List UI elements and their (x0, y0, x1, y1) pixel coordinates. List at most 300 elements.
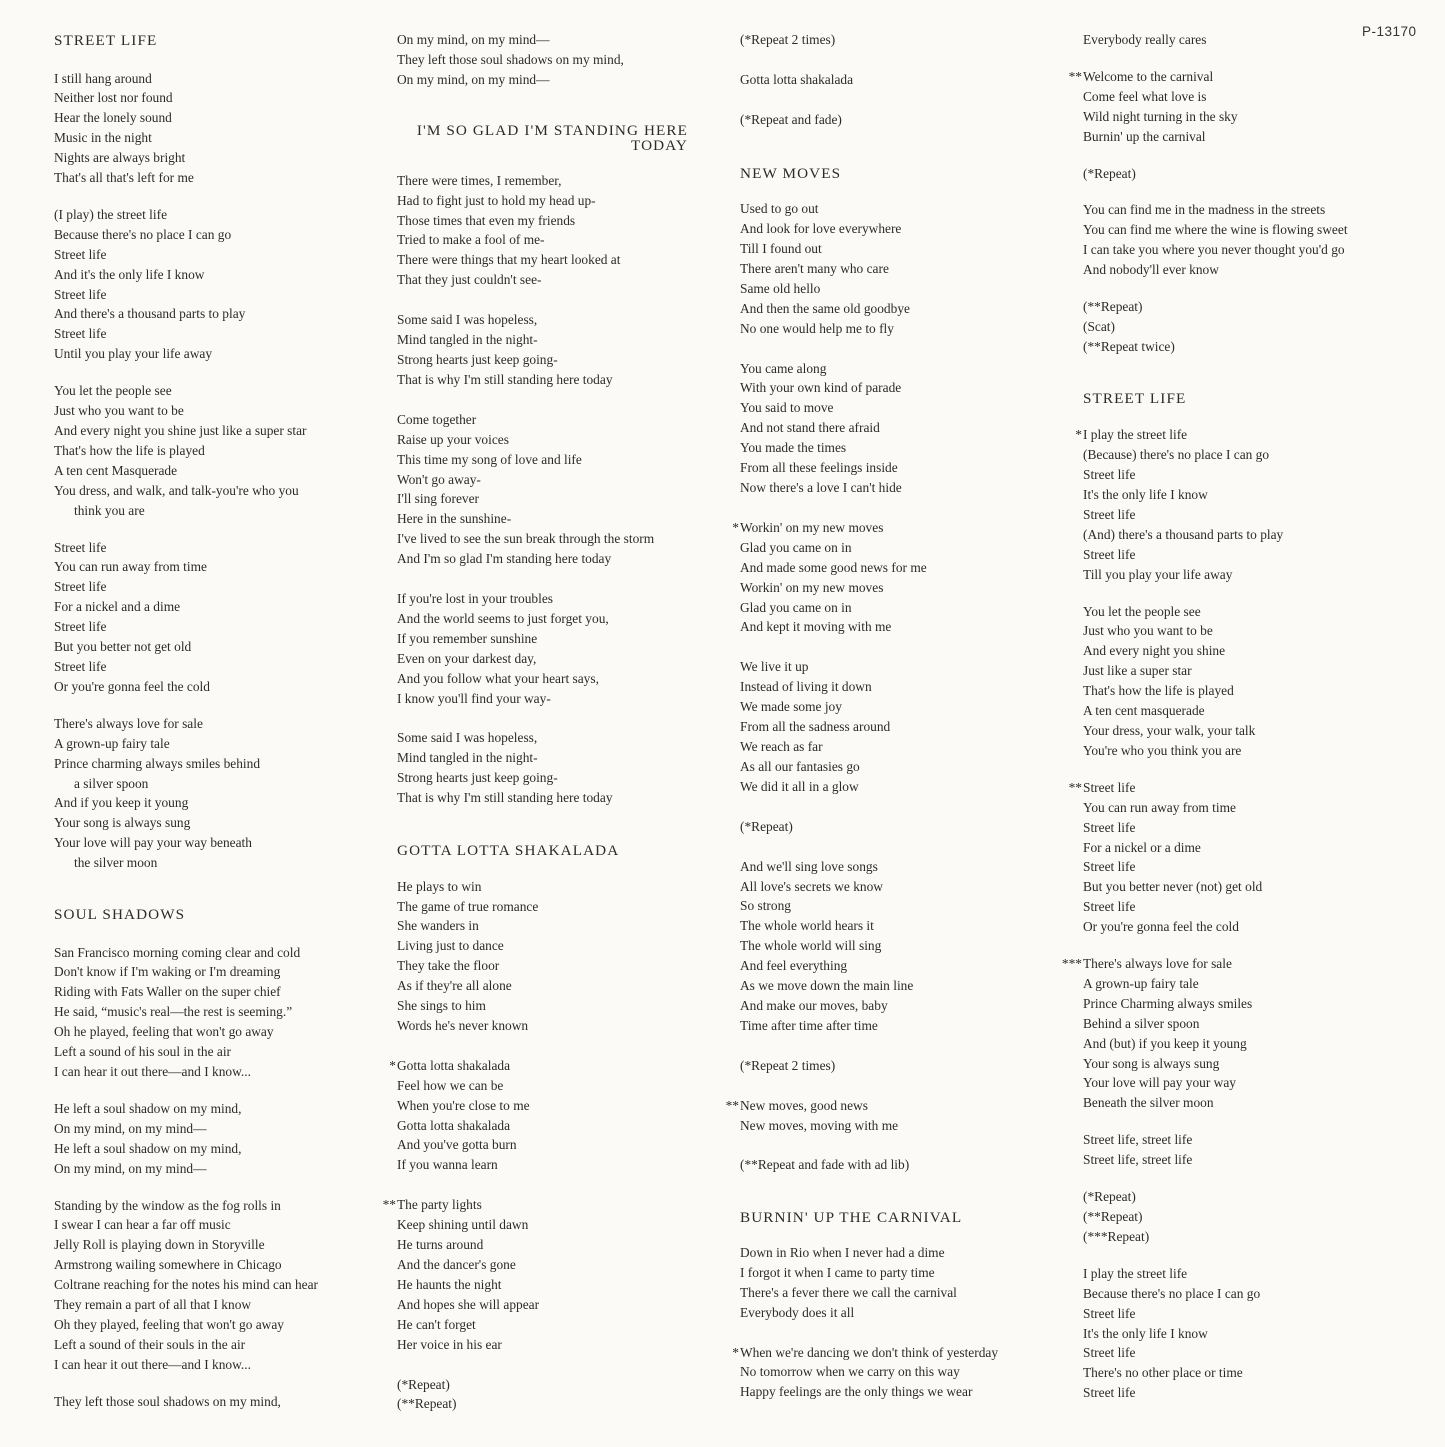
lyric-text: We live it up (740, 659, 809, 675)
lyric-line (54, 1196, 384, 1216)
lyric-line (1083, 857, 1423, 877)
lyric-line (54, 734, 384, 754)
lyric-line (397, 689, 697, 709)
lyric-line (54, 1215, 384, 1235)
lyric-text: (*Repeat and fade) (740, 111, 842, 127)
stanza-gap (1083, 357, 1423, 391)
repeat-marker: * (389, 1057, 396, 1073)
stanza-gap (1083, 761, 1423, 778)
song-title: STREET LIFE (54, 32, 158, 49)
lyric-line (54, 461, 384, 481)
lyric-text: Street life (1083, 506, 1136, 522)
lyric-text: Behind a silver spoon (1083, 1015, 1200, 1031)
lyric-line (54, 577, 384, 597)
lyric-line (1083, 1264, 1423, 1284)
lyric-line (397, 1315, 697, 1335)
lyric-line (1083, 505, 1423, 525)
lyric-line (740, 418, 1065, 438)
lyric-text: Street life (1083, 1385, 1136, 1401)
lyric-line (397, 529, 697, 549)
lyric-text: She sings to him (397, 998, 486, 1014)
lyric-line (1083, 297, 1423, 317)
lyric-text: Mind tangled in the night- (397, 750, 538, 766)
lyric-text: And if you keep it young (54, 795, 189, 811)
lyric-line (54, 148, 384, 168)
lyric-text: A ten cent masquerade (1083, 703, 1205, 719)
lyric-text: (**Repeat) (397, 1396, 457, 1412)
lyrics-column-4 (1061, 30, 1423, 1403)
lyric-line (1083, 220, 1423, 240)
lyric-text: And you've gotta burn (397, 1137, 517, 1153)
lyric-line (54, 657, 384, 677)
lyric-text: We reach as far (740, 738, 823, 754)
repeat-marker: ** (1068, 68, 1082, 84)
lyric-line (397, 1335, 697, 1355)
lyric-line (740, 239, 1065, 259)
lyric-line (54, 1159, 384, 1179)
lyric-line (1061, 954, 1423, 974)
lyric-text: Because there's no place I can go (1083, 1285, 1261, 1301)
lyric-line (397, 609, 697, 629)
lyric-line (397, 70, 697, 90)
lyric-text: Everybody really cares (1083, 32, 1207, 47)
lyric-line (1083, 641, 1423, 661)
lyric-line (740, 398, 1065, 418)
lyrics-column-1 (54, 30, 384, 1412)
lyric-line (397, 350, 697, 370)
lyric-text: Street life (54, 286, 107, 302)
song-title: I'M SO GLAD I'M STANDING HERE TODAY (416, 121, 688, 155)
lyric-line (1083, 1150, 1423, 1170)
lyric-text: And (but) if you keep it young (1083, 1035, 1247, 1051)
lyric-text: He can't forget (397, 1316, 476, 1332)
stanza-gap (740, 50, 1065, 70)
lyric-text: Because there's no place I can go (54, 226, 232, 242)
lyric-line (740, 956, 1065, 976)
lyric-line (740, 1303, 1065, 1323)
lyric-line (740, 598, 1065, 618)
lyric-line (54, 943, 384, 963)
lyric-text: For a nickel or a dime (1083, 839, 1201, 855)
lyric-line (397, 916, 697, 936)
lyric-text: Till you play your life away (1083, 566, 1233, 582)
lyric-line (397, 509, 697, 529)
lyric-line (740, 1283, 1065, 1303)
lyric-text: The party lights (397, 1197, 482, 1213)
lyric-text: Oh he played, feeling that won't go away (54, 1024, 274, 1040)
song-title: GOTTA LOTTA SHAKALADA (397, 842, 620, 860)
repeat-marker: *** (1061, 956, 1082, 972)
lyric-line (1083, 897, 1423, 917)
lyric-text: Or you're gonna feel the cold (54, 678, 210, 694)
lyric-line (740, 538, 1065, 558)
lyric-line (389, 1056, 697, 1076)
lyric-text: Mind tangled in the night- (397, 332, 538, 348)
lyric-text: That's all that's left for me (54, 170, 194, 186)
lyric-text: When you're close to me (397, 1097, 530, 1113)
lyric-text: The whole world will sing (740, 938, 882, 954)
lyric-text: Your song is always sung (1083, 1055, 1220, 1071)
lyric-line (397, 230, 697, 250)
lyric-line (397, 877, 697, 897)
lyric-line (54, 1119, 384, 1139)
lyric-text: New moves, good news (740, 1097, 868, 1113)
lyric-line (54, 754, 384, 774)
lyric-text: Until you play your life away (54, 346, 213, 362)
lyric-line (54, 88, 384, 108)
stanza-gap (1083, 937, 1423, 954)
repeat-marker: * (1075, 427, 1082, 443)
lyric-line (54, 982, 384, 1002)
lyric-text: He turns around (397, 1237, 484, 1253)
lyric-line (740, 578, 1065, 598)
lyric-line (54, 1099, 384, 1119)
lyric-text: Burnin' up the carnival (1083, 128, 1206, 144)
lyric-text: And the world seems to just forget you, (397, 610, 609, 626)
lyric-text: (**Repeat) (1083, 1209, 1143, 1224)
lyric-text: Gotta lotta shakalada (397, 1057, 511, 1073)
lyric-text: Glad you came on in (740, 539, 852, 555)
lyric-line (740, 458, 1065, 478)
lyric-text: And you follow what your heart says, (397, 670, 599, 686)
lyric-line (54, 1315, 384, 1335)
lyric-line (1083, 525, 1423, 545)
stanza-gap (740, 498, 1065, 518)
lyric-text: Here in the sunshine- (397, 511, 512, 527)
lyric-line (54, 962, 384, 982)
lyric-line (1083, 818, 1423, 838)
lyric-line (397, 30, 697, 50)
lyric-line (740, 558, 1065, 578)
lyric-text: They remain a part of all that I know (54, 1297, 252, 1313)
lyric-line (54, 1255, 384, 1275)
lyric-line (397, 1255, 697, 1275)
lyric-text: Some said I was hopeless, (397, 730, 538, 746)
lyric-line (1068, 67, 1423, 87)
lyric-line (740, 857, 1065, 877)
lyric-text: On my mind, on my mind— (54, 1160, 207, 1176)
lyric-line (1083, 994, 1423, 1014)
lyric-line (740, 737, 1065, 757)
lyric-line (1083, 1054, 1423, 1074)
song-title: STREET LIFE (1083, 389, 1187, 407)
lyric-line (54, 677, 384, 697)
lyric-text: And we'll sing love songs (740, 858, 878, 874)
stanza-gap (740, 1036, 1065, 1056)
lyric-text: Gotta lotta shakalada (740, 71, 854, 87)
stanza-gap (397, 290, 697, 310)
lyric-text: When we're dancing we don't think of yesterday (740, 1344, 999, 1360)
lyric-text: Street life (1083, 1345, 1136, 1361)
lyric-text: On my mind, on my mind— (54, 1120, 207, 1136)
lyric-line (54, 617, 384, 637)
lyric-text: A grown-up fairy tale (54, 735, 170, 751)
stanza-gap (397, 808, 697, 843)
lyric-line (1083, 107, 1423, 127)
lyric-text: Street life (1083, 859, 1136, 875)
lyric-line (54, 1275, 384, 1295)
lyric-text: Music in the night (54, 130, 152, 146)
lyric-text: So strong (740, 898, 791, 914)
lyric-line (1083, 164, 1423, 184)
lyric-line (397, 728, 697, 748)
lyric-text: Those times that even my friends (397, 212, 576, 228)
lyric-line (740, 299, 1065, 319)
lyric-text: You can find me where the wine is flowing sweet (1083, 222, 1348, 238)
lyric-line (54, 538, 384, 558)
stanza-gap (1083, 585, 1423, 602)
lyric-text: You let the people see (54, 383, 172, 399)
lyric-text: They take the floor (397, 958, 500, 974)
lyric-text: And hopes she will appear (397, 1296, 540, 1312)
lyric-line (740, 877, 1065, 897)
lyric-text: And it's the only life I know (54, 266, 205, 282)
lyric-line (397, 897, 697, 917)
lyric-line (1083, 1073, 1423, 1093)
lyric-line (397, 649, 697, 669)
lyric-text: a silver spoon (74, 775, 149, 791)
lyric-text: I can hear it out there—and I know... (54, 1063, 251, 1079)
lyric-text: You dress, and walk, and talk-you're who you (54, 482, 299, 498)
lyric-line (740, 896, 1065, 916)
stanza-gap (397, 569, 697, 589)
stanza-gap (740, 1175, 1065, 1210)
lyric-line (397, 310, 697, 330)
lyric-text: Street life (54, 246, 107, 262)
lyric-text: He left a soul shadow on my mind, (54, 1140, 242, 1156)
lyric-text: I play the street life (1083, 427, 1188, 443)
lyric-line (382, 1195, 697, 1215)
lyric-text: Street life (1083, 467, 1136, 483)
lyric-line (1083, 838, 1423, 858)
lyric-line (54, 168, 384, 188)
lyric-line (54, 245, 384, 265)
lyric-line (397, 748, 697, 768)
lyric-text: Jelly Roll is playing down in Storyville (54, 1237, 265, 1253)
lyric-text: Come feel what love is (1083, 88, 1207, 104)
lyric-line (740, 30, 1065, 50)
stanza-gap (1083, 147, 1423, 164)
stanza-gap (1083, 183, 1423, 200)
lyric-line (740, 697, 1065, 717)
lyric-text: You came along (740, 360, 827, 376)
lyric-line (54, 1355, 384, 1375)
lyric-text: For a nickel and a dime (54, 599, 181, 615)
lyric-text: Gotta lotta shakalada (397, 1117, 511, 1133)
lyric-text: Feel how we can be (397, 1077, 504, 1093)
lyric-line (1083, 1207, 1423, 1227)
lyric-line (740, 110, 1065, 130)
lyric-line (740, 1155, 1065, 1175)
stanza-gap (1083, 1113, 1423, 1130)
lyric-text: Street life (54, 658, 107, 674)
lyric-text: As we move down the main line (740, 978, 914, 994)
stanza-gap (54, 1375, 384, 1392)
lyric-line (1083, 1343, 1423, 1363)
lyric-text: There's always love for sale (1083, 956, 1232, 972)
lyric-line (740, 199, 1065, 219)
lyric-line (54, 813, 384, 833)
lyric-text: You can run away from time (54, 559, 207, 575)
stanza-gap (54, 1082, 384, 1099)
lyric-text: Your love will pay your way (1083, 1075, 1236, 1091)
lyric-text: Glad you came on in (740, 599, 852, 615)
lyric-line (397, 450, 697, 470)
lyric-text: There's no other place or time (1083, 1365, 1243, 1381)
lyric-line (740, 1016, 1065, 1036)
lyric-line (740, 817, 1065, 837)
lyric-line (1083, 974, 1423, 994)
lyric-text: That they just couldn't see- (397, 272, 542, 288)
lyric-line (740, 438, 1065, 458)
lyric-text: Just who you want to be (54, 403, 184, 419)
lyric-text: Riding with Fats Waller on the super chief (54, 984, 281, 1000)
lyric-line (397, 430, 697, 450)
lyric-text: Coltrane reaching for the notes his mind can hear (54, 1277, 319, 1293)
lyric-line (1083, 317, 1423, 337)
lyric-line (740, 219, 1065, 239)
lyric-line (397, 489, 697, 509)
lyric-text: I swear I can hear a far off music (54, 1217, 231, 1233)
lyric-text: They left those soul shadows on my mind, (397, 51, 624, 67)
lyric-text: As if they're all alone (397, 978, 512, 994)
lyric-text: Workin' on my new moves (740, 579, 884, 595)
lyric-text: And then the same old goodbye (740, 300, 910, 316)
lyric-text: Street life (1083, 779, 1136, 795)
lyric-text: Prince charming always smiles behind (54, 755, 261, 771)
lyric-text: With your own kind of parade (740, 380, 902, 396)
lyric-text: No tomorrow when we carry on this way (740, 1364, 960, 1380)
lyric-text: Street life (54, 619, 107, 635)
lyric-line (1083, 1034, 1423, 1054)
lyric-text: I can hear it out there—and I know... (54, 1356, 251, 1372)
lyric-text: If you're lost in your troubles (397, 591, 554, 607)
lyric-line (397, 1235, 697, 1255)
lyric-line (54, 441, 384, 461)
lyric-line (1083, 681, 1423, 701)
lyric-text: (I play) the street life (54, 206, 168, 222)
lyric-text: You're who you think you are (1083, 742, 1242, 758)
lyric-line (397, 1155, 697, 1175)
lyric-text: (*Repeat) (397, 1376, 450, 1392)
stanza-gap (740, 1135, 1065, 1155)
lyric-text: Street life (1083, 819, 1136, 835)
lyric-line (397, 50, 697, 70)
lyric-line (54, 1295, 384, 1315)
lyric-line (740, 70, 1065, 90)
lyric-line (1083, 1227, 1423, 1247)
lyric-line (1083, 565, 1423, 585)
lyric-text: Street life (1083, 899, 1136, 915)
lyric-text: This time my song of love and life (397, 451, 582, 467)
stanza-gap (397, 90, 697, 123)
lyric-line (740, 1243, 1065, 1263)
lyric-line (1083, 87, 1423, 107)
lyric-text: Just who you want to be (1083, 623, 1213, 639)
lyric-line (54, 481, 384, 501)
lyric-text: Oh they played, feeling that won't go away (54, 1316, 284, 1332)
lyric-text: I've lived to see the sun break through the storm (397, 531, 655, 547)
lyric-text: You can run away from time (1083, 799, 1236, 815)
lyric-text: That is why I'm still standing here today (397, 371, 613, 387)
stanza-gap (54, 188, 384, 205)
lyric-text: Won't go away- (397, 471, 481, 487)
lyric-text: There's always love for sale (54, 715, 203, 731)
lyrics-column-3 (725, 30, 1065, 1402)
repeat-marker: * (732, 1344, 739, 1360)
lyric-text: And not stand there afraid (740, 420, 880, 436)
stanza-gap (740, 339, 1065, 359)
lyric-line (397, 1275, 697, 1295)
lyric-line (1083, 1014, 1423, 1034)
lyric-line (1083, 200, 1423, 220)
stanza-gap (1083, 50, 1423, 67)
lyric-line (1083, 1130, 1423, 1150)
lyric-line (54, 853, 384, 873)
lyric-text: That is why I'm still standing here today (397, 790, 613, 806)
lyric-line (1083, 445, 1423, 465)
lyric-line (1083, 1324, 1423, 1344)
lyric-line (1083, 798, 1423, 818)
lyric-line (397, 410, 697, 430)
lyric-text: (*Repeat 2 times) (740, 1057, 836, 1073)
lyric-text: Tried to make a fool of me- (397, 232, 545, 248)
lyric-text: Or you're gonna feel the cold (1083, 919, 1239, 935)
lyric-text: Hear the lonely sound (54, 110, 172, 126)
lyric-text: Now there's a love I can't hide (740, 480, 902, 495)
lyric-line (54, 1002, 384, 1022)
lyric-line (740, 1362, 1065, 1382)
lyric-line (54, 774, 384, 794)
lyric-text: (*Repeat) (1083, 165, 1136, 181)
lyric-text: On my mind, on my mind— (397, 32, 550, 47)
stanza-gap (54, 521, 384, 538)
lyric-text: Come together (397, 411, 477, 427)
stanza-gap (397, 708, 697, 728)
lyric-text: And feel everything (740, 958, 848, 974)
lyric-text: Street life (54, 579, 107, 595)
lyric-line (1083, 127, 1423, 147)
lyric-line (397, 470, 697, 490)
lyric-text: (*Repeat) (1083, 1189, 1136, 1205)
lyric-line (54, 225, 384, 245)
lyric-line (740, 677, 1065, 697)
lyric-text: Some said I was hopeless, (397, 312, 538, 328)
lyric-line (1083, 1187, 1423, 1207)
lyric-text: And nobody'll ever know (1083, 262, 1219, 278)
lyric-line (54, 304, 384, 324)
lyric-text: From all these feelings inside (740, 460, 898, 476)
lyric-line (1083, 30, 1423, 50)
lyric-text: (**Repeat) (1083, 299, 1143, 315)
repeat-marker: * (732, 519, 739, 535)
lyric-line (54, 1022, 384, 1042)
lyric-text: Left a sound of their souls in the air (54, 1336, 246, 1352)
lyric-text: Living just to dance (397, 938, 504, 954)
lyric-line (725, 1096, 1065, 1116)
lyric-text: (Because) there's no place I can go (1083, 447, 1270, 463)
lyric-line (740, 936, 1065, 956)
catalog-number: P-13170 (1362, 24, 1417, 39)
lyric-line (54, 597, 384, 617)
lyric-text: (And) there's a thousand parts to play (1083, 526, 1284, 542)
lyric-line (54, 1335, 384, 1355)
lyric-text: He left a soul shadow on my mind, (54, 1100, 242, 1116)
lyric-line (54, 1139, 384, 1159)
lyric-text: But you better not get old (54, 639, 192, 655)
lyric-line (1083, 621, 1423, 641)
lyric-text: You can find me in the madness in the streets (1083, 202, 1326, 218)
